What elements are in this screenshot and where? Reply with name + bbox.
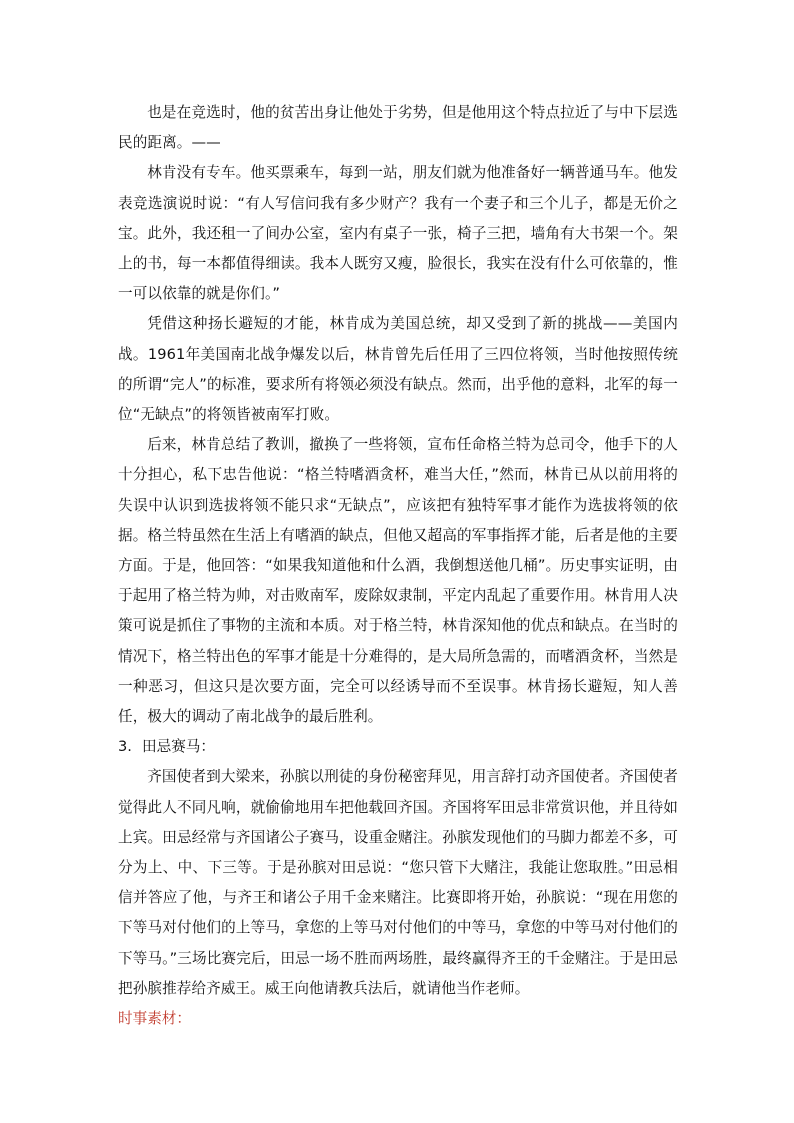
section-label-current-affairs: 时事素材：	[118, 1010, 191, 1028]
document-body	[118, 98, 678, 1034]
paragraph-tianji-story: 齐国使者到大梁来，孙膑以刑徒的身份秘密拜见，用言辞打动齐国使者。齐国使者觉得此人不同凡响，就偷偷地用车把他载回齐国。齐国将军田忌非常赏识他，并且待如上宾。田忌经常与齐国诸公子赛马，设重金赌注。孙膑发现他们的马脚力都差不多，可分为上、中、下三等。于是孙膑对田忌说：“您只管下大赌注，我能让您取胜。”田忌相信并答应了他，与齐王和诸公子用千金来赌注。比赛即将开始，孙膑说：“现在用您的下等马对付他们的上等马，拿您的上等马对付他们的中等马，拿您的中等马对付他们的下等马。”三场比赛完后，田忌一场不胜而两场胜，最终赢得齐王的千金赌注。于是田忌把孙膑推荐给齐威王。威王向他请教兵法后，就请他当作老师。	[118, 768, 678, 997]
paragraph-civil-war: 凭借这种扬长避短的才能，林肯成为美国总统，却又受到了新的挑战——美国内战。1961年美国南北战争爆发以后，林肯曾先后任用了三四位将领，当时他按照传统的所谓“完人”的标准，要求所有将领必须没有缺点。然而，出乎他的意料，北军的每一位“无缺点”的将领皆被南军打败。	[118, 315, 678, 424]
paragraph-campaign-speech: 林肯没有专车。他买票乘车，每到一站，朋友们就为他准备好一辆普通马车。他发表竞选演说时说：“有人写信问我有多少财产？我有一个妻子和三个儿子，都是无价之宝。此外，我还租一了间办公室，室内有桌子一张，椅子三把，墙角有大书架一个。架上的书，每一本都值得细读。我本人既穷又瘦，脸很长，我实在没有什么可依靠的，惟一可以依靠的就是你们。”	[118, 164, 678, 303]
list-item-title: 田忌赛马：	[142, 738, 215, 756]
paragraph-grant: 后来，林肯总结了教训，撤换了一些将领，宣布任命格兰特为总司令，他手下的人十分担心，私下忠告他说：“格兰特嗜酒贪杯，难当大任，”然而，林肯已从以前用将的失误中认识到选拔将领不能只求“无缺点”，应该把有独特军事才能作为选拔将领的依据。格兰特虽然在生活上有嗜酒的缺点，但他又超高的军事指挥才能，后者是他的主要方面。于是，他回答：“如果我知道他和什么酒，我倒想送他几桶”。历史事实证明，由于起用了格兰特为帅，对击败南军，废除奴隶制，平定内乱起了重要作用。林肯用人决策可说是抓住了事物的主流和本质。对于格兰特，林肯深知他的优点和缺点。在当时的情况下，格兰特出色的军事才能是十分难得的，是大局所急需的，而嗜酒贪杯，当然是一种恶习，但这只是次要方面，完全可以经诱导而不至误事。林肯扬长避短，知人善任，极大的调动了南北战争的最后胜利。	[118, 436, 678, 726]
list-item-tianji	[118, 732, 678, 762]
paragraph-campaign-origin: 也是在竞选时，他的贫苦出身让他处于劣势，但是他用这个特点拉近了与中下层选民的距离。——	[118, 104, 678, 152]
list-number: 3.	[118, 738, 132, 756]
